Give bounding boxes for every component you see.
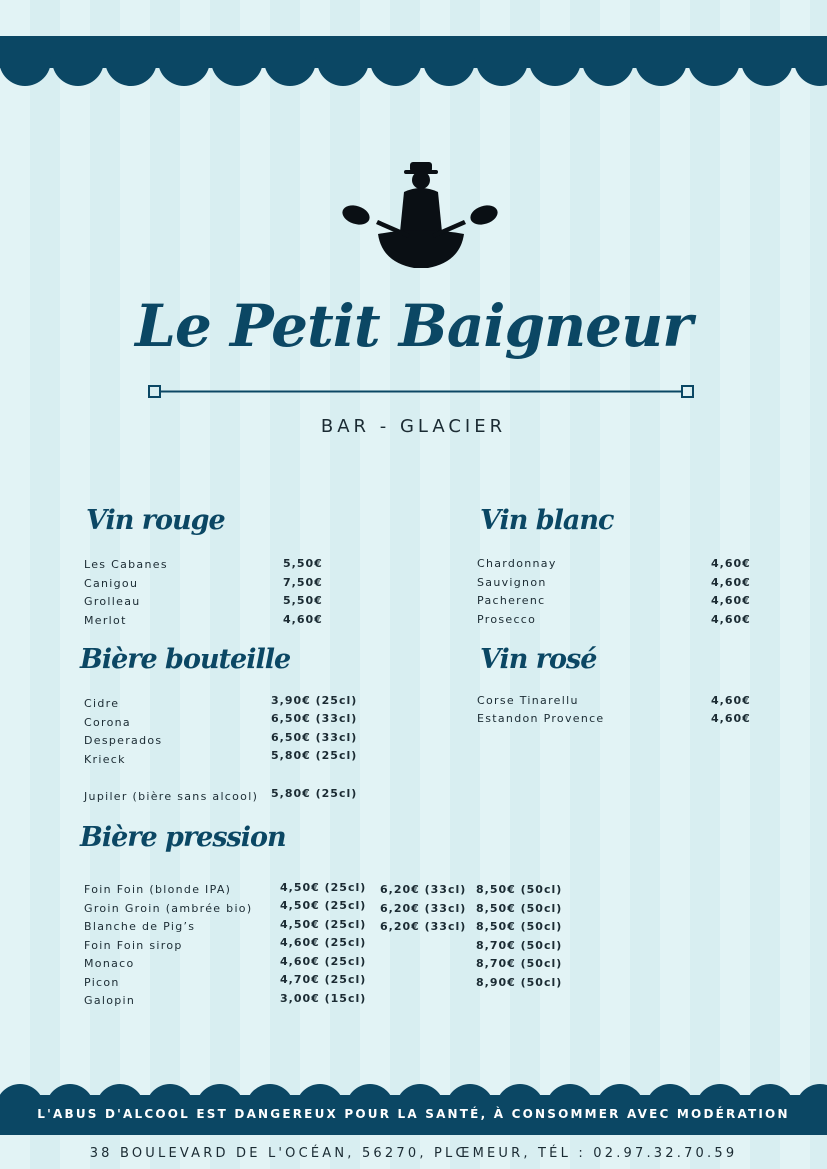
list-item-name: Picon: [84, 976, 120, 989]
list-item-price: 5,80€ (25cl): [271, 787, 358, 800]
list-item-name: Foin Foin (blonde IPA): [84, 883, 232, 896]
list-item-name: Sauvignon: [477, 576, 547, 589]
list-item-price: 5,50€: [283, 557, 323, 570]
list-item-name: Monaco: [84, 957, 135, 970]
list-item-name: Prosecco: [477, 613, 537, 626]
list-item-price-50cl: 8,90€ (50cl): [476, 976, 563, 989]
list-item-name: Corona: [84, 716, 131, 729]
list-item-name: Pacherenc: [477, 594, 546, 607]
section-title-vin-rose: Vin rosé: [480, 644, 597, 675]
list-item-name: Chardonnay: [477, 557, 557, 570]
section-title-vin-rouge: Vin rouge: [86, 505, 225, 536]
list-item-price-50cl: 8,50€ (50cl): [476, 883, 563, 896]
list-item-price: 4,60€: [711, 594, 751, 607]
section-title-biere-pression: Bière pression: [80, 822, 286, 853]
title-divider: [148, 384, 696, 400]
list-item-price-25cl: 3,00€ (15cl): [280, 992, 367, 1005]
list-item-name: Cidre: [84, 697, 120, 710]
list-item-price: 5,80€ (25cl): [271, 749, 358, 762]
list-item-name: Groin Groin (ambrée bio): [84, 902, 253, 915]
list-item-price: 4,60€: [711, 576, 751, 589]
list-item-price-25cl: 4,60€ (25cl): [280, 936, 367, 949]
list-item-price-25cl: 4,50€ (25cl): [280, 918, 367, 931]
list-item-price: 6,50€ (33cl): [271, 712, 358, 725]
list-item-name: Blanche de Pig’s: [84, 920, 196, 933]
list-item-price-33cl: 6,20€ (33cl): [380, 920, 467, 933]
list-item-name: Merlot: [84, 614, 127, 627]
list-item-price: 4,60€: [283, 613, 323, 626]
list-item-name: Foin Foin sirop: [84, 939, 183, 952]
list-item-price: 3,90€ (25cl): [271, 694, 358, 707]
list-item-name: Galopin: [84, 994, 136, 1007]
top-scallop-border: [0, 58, 827, 88]
list-item-price: 7,50€: [283, 576, 323, 589]
list-item-price-33cl: 6,20€ (33cl): [380, 883, 467, 896]
section-title-biere-bouteille: Bière bouteille: [80, 644, 291, 675]
list-item-price: 6,50€ (33cl): [271, 731, 358, 744]
alcohol-warning: L'ABUS D'ALCOOL EST DANGEREUX POUR LA SANTÉ, À CONSOMMER AVEC MODÉRATION: [37, 1107, 790, 1121]
list-item-price-50cl: 8,70€ (50cl): [476, 957, 563, 970]
list-item-price-33cl: 6,20€ (33cl): [380, 902, 467, 915]
list-item-price-50cl: 8,50€ (50cl): [476, 920, 563, 933]
list-item-price-25cl: 4,50€ (25cl): [280, 899, 367, 912]
list-item-name: Grolleau: [84, 595, 141, 608]
boat-man-logo-icon: [338, 160, 502, 274]
list-item-price-25cl: 4,70€ (25cl): [280, 973, 367, 986]
section-title-vin-blanc: Vin blanc: [480, 505, 614, 536]
list-item-price-50cl: 8,70€ (50cl): [476, 939, 563, 952]
list-item-price: 4,60€: [711, 712, 751, 725]
list-item-name: Estandon Provence: [477, 712, 605, 725]
list-item-price-25cl: 4,60€ (25cl): [280, 955, 367, 968]
list-item-name: Les Cabanes: [84, 558, 168, 571]
list-item-name: Jupiler (bière sans alcool): [84, 790, 259, 803]
list-item-price: 4,60€: [711, 694, 751, 707]
list-item-price: 4,60€: [711, 557, 751, 570]
address-line: 38 BOULEVARD DE L'OCÉAN, 56270, PLŒMEUR, TÉL : 02.97.32.70.59: [89, 1146, 738, 1161]
subtitle: BAR - GLACIER: [320, 416, 507, 437]
list-item-price: 4,60€: [711, 613, 751, 626]
list-item-price-50cl: 8,50€ (50cl): [476, 902, 563, 915]
list-item-name: Desperados: [84, 734, 163, 747]
page-title: Le Petit Baigneur: [135, 292, 692, 360]
list-item-name: Krieck: [84, 753, 126, 766]
list-item-price: 5,50€: [283, 594, 323, 607]
list-item-name: Corse Tinarellu: [477, 694, 579, 707]
list-item-name: Canigou: [84, 577, 139, 590]
list-item-price-25cl: 4,50€ (25cl): [280, 881, 367, 894]
